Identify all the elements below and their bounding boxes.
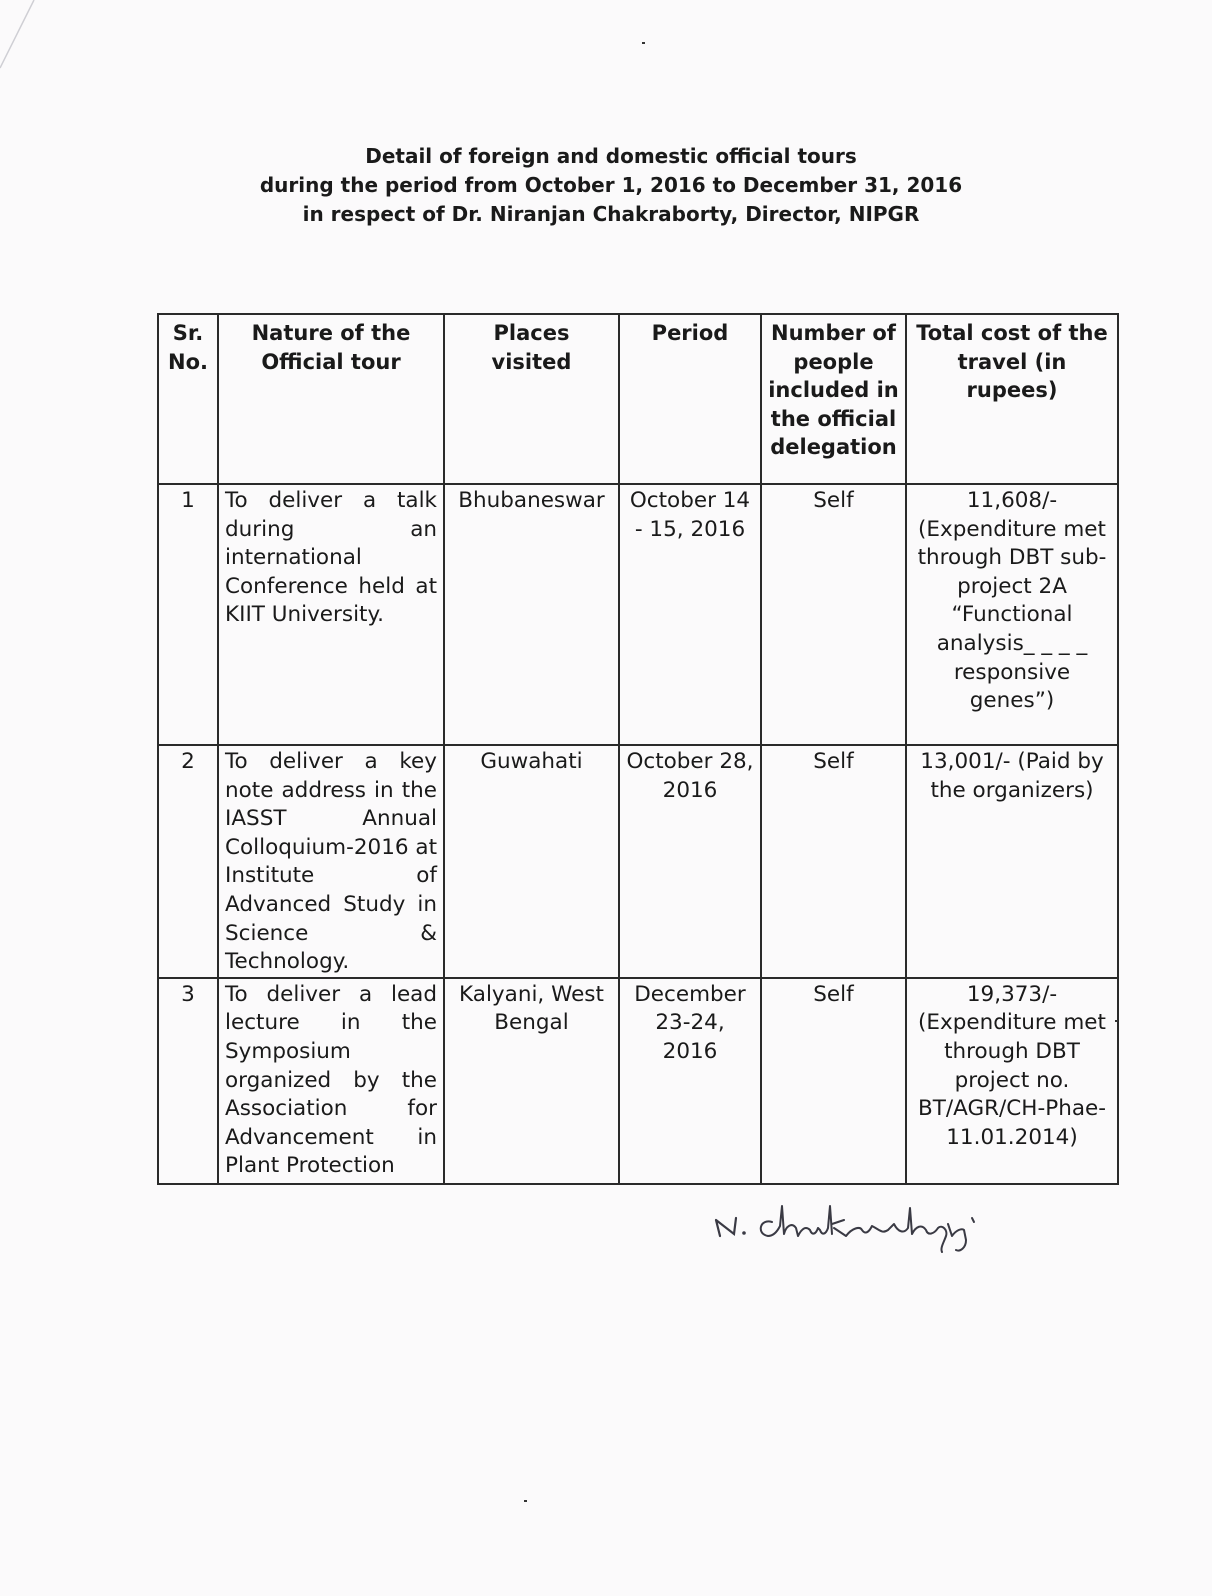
header-cost: Total cost of the travel (in rupees) (906, 314, 1118, 484)
header-places: Places visited (444, 314, 619, 484)
header-people: Number of people included in the official delegation (761, 314, 906, 484)
header-sr-no: Sr. No. (158, 314, 218, 484)
cell-place: Guwahati (444, 745, 619, 978)
scan-speck (524, 1500, 527, 1502)
cell-nature: To deliver a lead lecture in the Symposium organized by the Association for Advancement in Plant Protection (218, 978, 444, 1184)
document-title (0, 142, 1212, 229)
table-row (158, 745, 1118, 978)
cell-period: October 14 - 15, 2016 (619, 484, 761, 745)
handwritten-signature (712, 1200, 1052, 1260)
cell-place: Bhubaneswar (444, 484, 619, 745)
scan-speck (1115, 1020, 1118, 1022)
cell-people: Self (761, 484, 906, 745)
table-header-row (158, 314, 1118, 484)
cell-period: October 28, 2016 (619, 745, 761, 978)
cell-sr: 1 (158, 484, 218, 745)
tours-table (157, 313, 1119, 1185)
table-row (158, 978, 1118, 1184)
header-nature: Nature of the Official tour (218, 314, 444, 484)
cell-sr: 2 (158, 745, 218, 978)
cell-cost: 11,608/- (Expenditure met through DBT sub-project 2A “Functional analysis_ _ _ _ responsive genes”) (906, 484, 1118, 745)
cell-cost: 19,373/- (Expenditure met through DBT project no. BT/AGR/CH-Phae-11.01.2014) (906, 978, 1118, 1184)
cell-place: Kalyani, West Bengal (444, 978, 619, 1184)
header-period: Period (619, 314, 761, 484)
cell-period: December 23-24, 2016 (619, 978, 761, 1184)
title-line-1: Detail of foreign and domestic official tours (365, 144, 857, 168)
table-row (158, 484, 1118, 745)
title-line-2: during the period from October 1, 2016 to December 31, 2016 (259, 173, 963, 197)
scan-speck (642, 42, 645, 44)
cell-nature: To deliver a key note address in the IASST Annual Colloquium-2016 at Institute of Advanced Study in Science & Technology. (218, 745, 444, 978)
cell-nature: To deliver a talk during an international Conference held at KIIT University. (218, 484, 444, 745)
cell-people: Self (761, 978, 906, 1184)
scan-edge-mark (0, 0, 40, 70)
cell-sr: 3 (158, 978, 218, 1184)
title-line-3: in respect of Dr. Niranjan Chakraborty, Director, NIPGR (302, 202, 920, 226)
cell-people: Self (761, 745, 906, 978)
cell-cost: 13,001/- (Paid by the organizers) (906, 745, 1118, 978)
